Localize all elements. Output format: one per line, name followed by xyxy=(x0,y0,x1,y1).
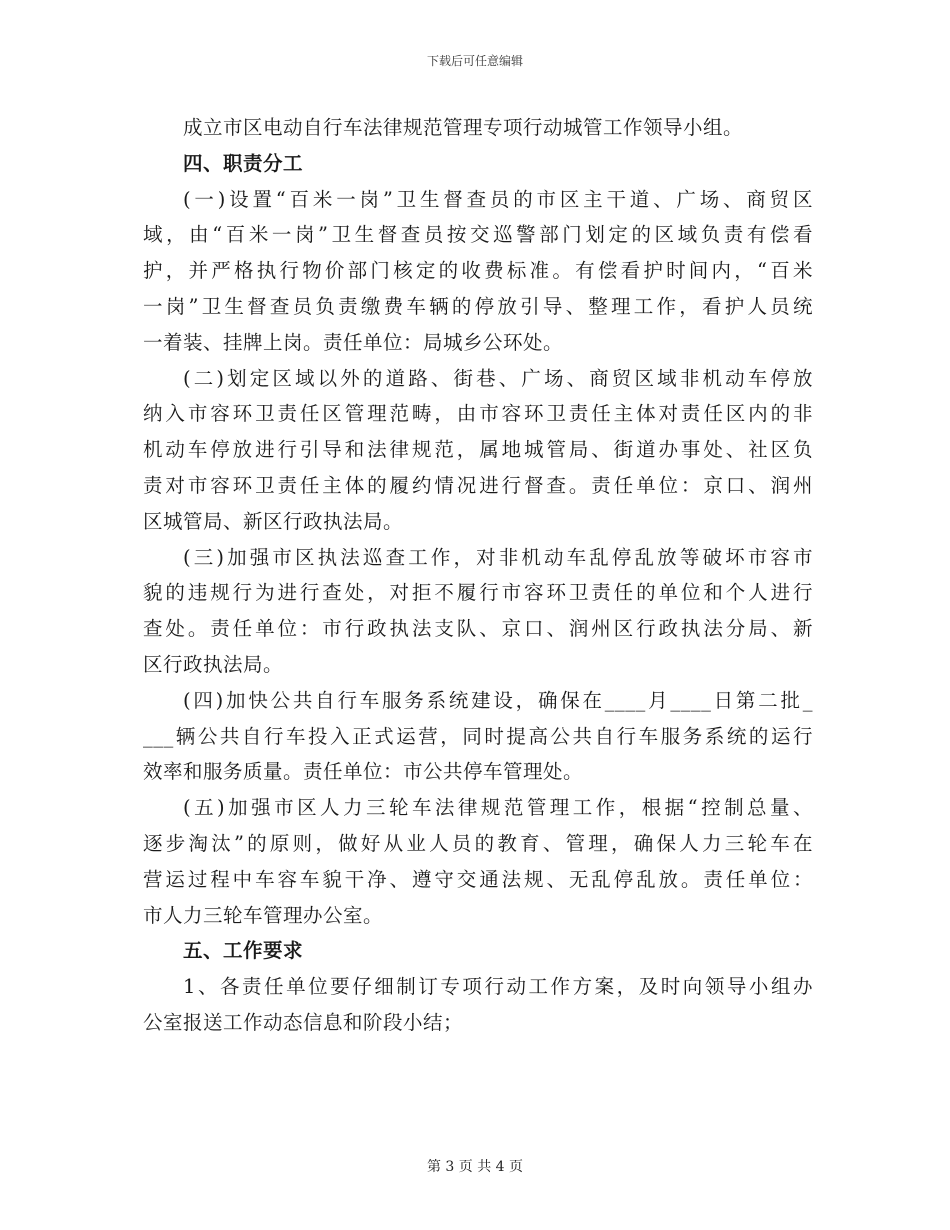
paragraph-line: ___辆公共自行车投入正式运营，同时提高公共自行车服务系统的运行 xyxy=(143,724,813,748)
paragraph-line: 机动车停放进行引导和法律规范，属地城管局、街道办事处、社区负 xyxy=(143,438,813,462)
paragraph-line: (三)加强市区执法巡查工作，对非机动车乱停乱放等破坏市容市 xyxy=(183,545,813,569)
paragraph-line: 一着装、挂牌上岗。责任单位：局城乡公环处。 xyxy=(143,330,564,354)
paragraph-line: 查处。责任单位：市行政执法支队、京口、润州区行政执法分局、新 xyxy=(143,617,813,641)
paragraph-line: 公室报送工作动态信息和阶段小结； xyxy=(143,1010,464,1034)
document-body xyxy=(143,110,813,1041)
paragraph-line: (四)加快公共自行车服务系统建设，确保在____月____日第二批_ xyxy=(183,688,813,712)
paragraph-line: 营运过程中车容车貌干净、遵守交通法规、无乱停乱放。责任单位： xyxy=(143,867,813,891)
paragraph-line: 区行政执法局。 xyxy=(143,652,284,676)
paragraph-line: 责对市容环卫责任主体的履约情况进行督查。责任单位：京口、润州 xyxy=(143,473,813,497)
paragraph-line: 效率和服务质量。责任单位：市公共停车管理处。 xyxy=(143,760,584,784)
paragraph-line: 一岗”卫生督查员负责缴费车辆的停放引导、整理工作，看护人员统 xyxy=(143,294,813,318)
paragraph-line: 区城管局、新区行政执法局。 xyxy=(143,509,404,533)
paragraph-line: (二)划定区域以外的道路、街巷、广场、商贸区域非机动车停放 xyxy=(183,366,813,390)
paragraph-line: (一)设置“百米一岗”卫生督查员的市区主干道、广场、商贸区 xyxy=(183,187,813,211)
paragraph-line: 市人力三轮车管理办公室。 xyxy=(143,903,384,927)
page-indicator: 第 3 页 共 4 页 xyxy=(426,1159,524,1175)
paragraph-line: 1、各责任单位要仔细制订专项行动工作方案，及时向领导小组办 xyxy=(183,975,813,999)
paragraph-line: 护，并严格执行物价部门核定的收费标准。有偿看护时间内，“百米 xyxy=(143,259,813,283)
section-heading: 五、工作要求 xyxy=(183,939,304,963)
paragraph-line: 纳入市容环卫责任区管理范畴，由市容环卫责任主体对责任区内的非 xyxy=(143,402,813,426)
header-note: 下载后可任意编辑 xyxy=(426,54,523,68)
section-heading: 四、职责分工 xyxy=(183,151,304,175)
paragraph-line: (五)加强市区人力三轮车法律规范管理工作，根据“控制总量、 xyxy=(183,796,813,820)
paragraph-line: 貌的违规行为进行查处，对拒不履行市容环卫责任的单位和个人进行 xyxy=(143,581,813,605)
paragraph-line: 域，由“百米一岗”卫生督查员按交巡警部门划定的区域负责有偿看 xyxy=(143,223,813,247)
paragraph-line: 成立市区电动自行车法律规范管理专项行动城管工作领导小组。 xyxy=(183,116,744,139)
paragraph-line: 逐步淘汰”的原则，做好从业人员的教育、管理，确保人力三轮车在 xyxy=(143,831,813,855)
